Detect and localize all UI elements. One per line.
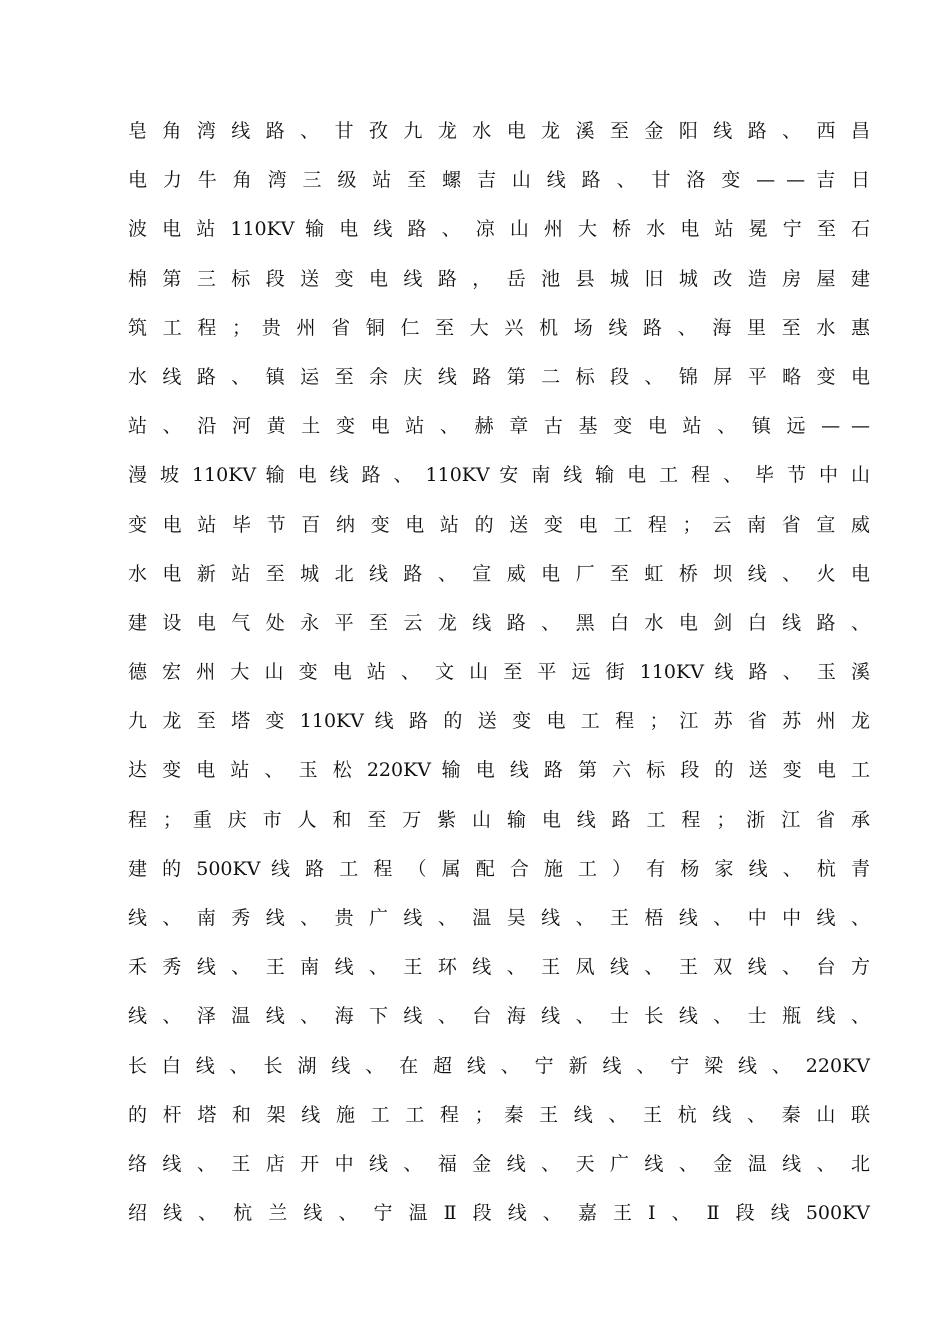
text-line-22: 络 线 、 王 店 开 中 线 、 福 金 线 、 天 广 线 、 金 温 线 、 北 bbox=[128, 1152, 870, 1175]
text-line-14: 达 变 电 站 、 玉 松 220KV 输 电 线 路 第 六 标 段 的 送 变 电 工 bbox=[128, 759, 870, 782]
text-line-16: 建 的 500KV 线 路 工 程 （ 属 配 合 施 工 ） 有 杨 家 线 、 杭 青 bbox=[128, 857, 870, 880]
text-line-2: 电 力 牛 角 湾 三 级 站 至 螺 吉 山 线 路 、 甘 洛 变 — — 吉 日 bbox=[128, 169, 870, 192]
text-line-5: 筑 工 程 ； 贵 州 省 铜 仁 至 大 兴 机 场 线 路 、 海 里 至 水 惠 bbox=[128, 316, 870, 339]
text-line-10: 水 电 新 站 至 城 北 线 路 、 宣 威 电 厂 至 虹 桥 坝 线 、 火 电 bbox=[128, 562, 870, 585]
text-line-6: 水 线 路 、 镇 运 至 余 庆 线 路 第 二 标 段 、 锦 屏 平 略 变 电 bbox=[128, 365, 870, 388]
text-line-8: 漫 坡 110KV 输 电 线 路 、 110KV 安 南 线 输 电 工 程 、 毕 节 中 山 bbox=[128, 464, 870, 487]
text-line-12: 德 宏 州 大 山 变 电 站 、 文 山 至 平 远 街 110KV 线 路 、 玉 溪 bbox=[128, 661, 870, 684]
text-line-11: 建 设 电 气 处 永 平 至 云 龙 线 路 、 黑 白 水 电 剑 白 线 路 、 bbox=[128, 611, 870, 634]
text-line-17: 线 、 南 秀 线 、 贵 广 线 、 温 吴 线 、 王 梧 线 、 中 中 线 、 bbox=[128, 907, 870, 929]
text-line-23: 绍 线 、 杭 兰 线 、 宁 温 Ⅱ 段 线 、 嘉 王 Ⅰ 、 Ⅱ 段 线 500KV bbox=[128, 1202, 870, 1225]
text-line-9: 变 电 站 毕 节 百 纳 变 电 站 的 送 变 电 工 程 ； 云 南 省 宣 威 bbox=[128, 513, 870, 536]
text-line-20: 长 白 线 、 长 湖 线 、 在 超 线 、 宁 新 线 、 宁 梁 线 、 220KV bbox=[128, 1054, 870, 1077]
text-line-3: 波 电 站 110KV 输 电 线 路 、 凉 山 州 大 桥 水 电 站 冕 宁 至 石 bbox=[128, 218, 870, 241]
body-text bbox=[128, 109, 870, 1240]
text-line-4: 棉 第 三 标 段 送 变 电 线 路 ， 岳 池 县 城 旧 城 改 造 房 屋 建 bbox=[128, 267, 870, 290]
text-line-18: 禾 秀 线 、 王 南 线 、 王 环 线 、 王 凤 线 、 王 双 线 、 台 方 bbox=[128, 956, 870, 979]
text-line-7: 站 、 沿 河 黄 土 变 电 站 、 赫 章 古 基 变 电 站 、 镇 远 — — bbox=[128, 415, 870, 438]
text-line-13: 九 龙 至 塔 变 110KV 线 路 的 送 变 电 工 程 ； 江 苏 省 苏 州 龙 bbox=[128, 710, 870, 733]
text-line-21: 的 杆 塔 和 架 线 施 工 工 程 ； 秦 王 线 、 王 杭 线 、 秦 山 联 bbox=[128, 1103, 870, 1126]
text-line-15: 程 ； 重 庆 市 人 和 至 万 紫 山 输 电 线 路 工 程 ； 浙 江 省 承 bbox=[128, 808, 870, 831]
text-line-1: 皂 角 湾 线 路 、 甘 孜 九 龙 水 电 龙 溪 至 金 阳 线 路 、 西 昌 bbox=[128, 120, 870, 142]
text-line-19: 线 、 泽 温 线 、 海 下 线 、 台 海 线 、 士 长 线 、 士 瓶 线 、 bbox=[128, 1005, 870, 1028]
